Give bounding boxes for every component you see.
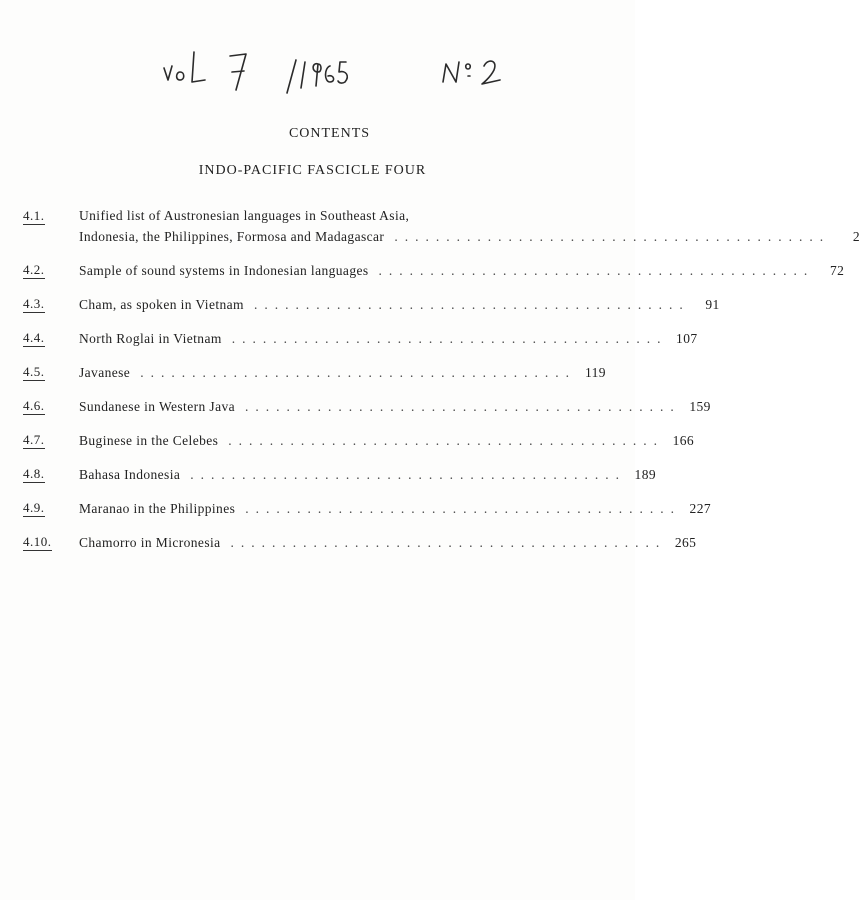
entry-number: 4.1.	[23, 208, 45, 223]
dot-leader: ..........................................	[253, 297, 690, 312]
entry-line	[79, 296, 720, 314]
dot-leader: ..........................................	[245, 501, 681, 516]
entry-title: Bahasa Indonesia	[79, 467, 181, 482]
entry-title: North Roglai in Vietnam	[79, 331, 222, 346]
entry-title: Cham, as spoken in Vietnam	[79, 297, 244, 312]
entry-line	[79, 432, 695, 450]
dot-leader: ..........................................	[378, 263, 815, 278]
entry-page-number: 227	[689, 501, 711, 516]
dot-leader: ..........................................	[245, 399, 681, 414]
entry-title: Chamorro in Micronesia	[79, 535, 221, 550]
entry-number: 4.10.	[23, 534, 52, 549]
toc-entry	[0, 534, 697, 574]
entry-page-number: 159	[689, 399, 711, 414]
entry-line	[79, 398, 711, 416]
dot-leader: ..........................................	[394, 229, 831, 244]
dot-leader: ..........................................	[228, 433, 665, 448]
entry-line	[79, 262, 845, 280]
entry-number: 4.2.	[23, 262, 45, 277]
dot-leader: ..........................................	[231, 331, 668, 346]
entry-line	[79, 500, 711, 518]
entry-title: Sundanese in Western Java	[79, 399, 236, 414]
entry-page-number: 2	[852, 229, 860, 244]
dot-leader: ..........................................	[190, 467, 626, 482]
entry-title-line: Unified list of Austronesian languages in Southeast Asia,	[79, 208, 410, 223]
entry-page-number: 166	[672, 433, 695, 448]
entry-page-number: 91	[705, 297, 720, 312]
dot-leader: ..........................................	[140, 365, 576, 380]
entry-title: Indonesia, the Philippines, Formosa and Madagascar	[79, 229, 385, 244]
entry-title: Maranao in the Philippines	[79, 501, 236, 516]
entry-number: 4.9.	[23, 500, 45, 515]
entry-line	[79, 364, 606, 382]
entry-page-number: 265	[674, 535, 697, 550]
entry-line	[79, 534, 697, 552]
entry-number: 4.3.	[23, 296, 45, 311]
entry-page-number: 189	[634, 467, 656, 482]
dot-leader: ..........................................	[230, 535, 667, 550]
entry-page-number: 72	[829, 263, 845, 278]
entry-title: Buginese in the Celebes	[79, 433, 219, 448]
entry-number: 4.4.	[23, 330, 45, 345]
entry-title: Sample of sound systems in Indonesian languages	[79, 263, 369, 278]
entry-line	[79, 466, 656, 484]
entry-number: 4.7.	[23, 432, 45, 447]
entry-line	[79, 330, 698, 348]
entry-number: 4.5.	[23, 364, 45, 379]
entry-page-number: 107	[676, 331, 698, 346]
fascicle-title: INDO-PACIFIC FASCICLE FOUR	[198, 163, 427, 178]
toc-entry	[0, 208, 860, 248]
entry-page-number: 119	[584, 365, 606, 380]
entry-number: 4.6.	[23, 398, 45, 413]
contents-heading: CONTENTS	[288, 126, 371, 141]
entry-line	[79, 228, 860, 246]
entry-title: Javanese	[79, 365, 131, 380]
entry-number: 4.8.	[23, 466, 45, 481]
